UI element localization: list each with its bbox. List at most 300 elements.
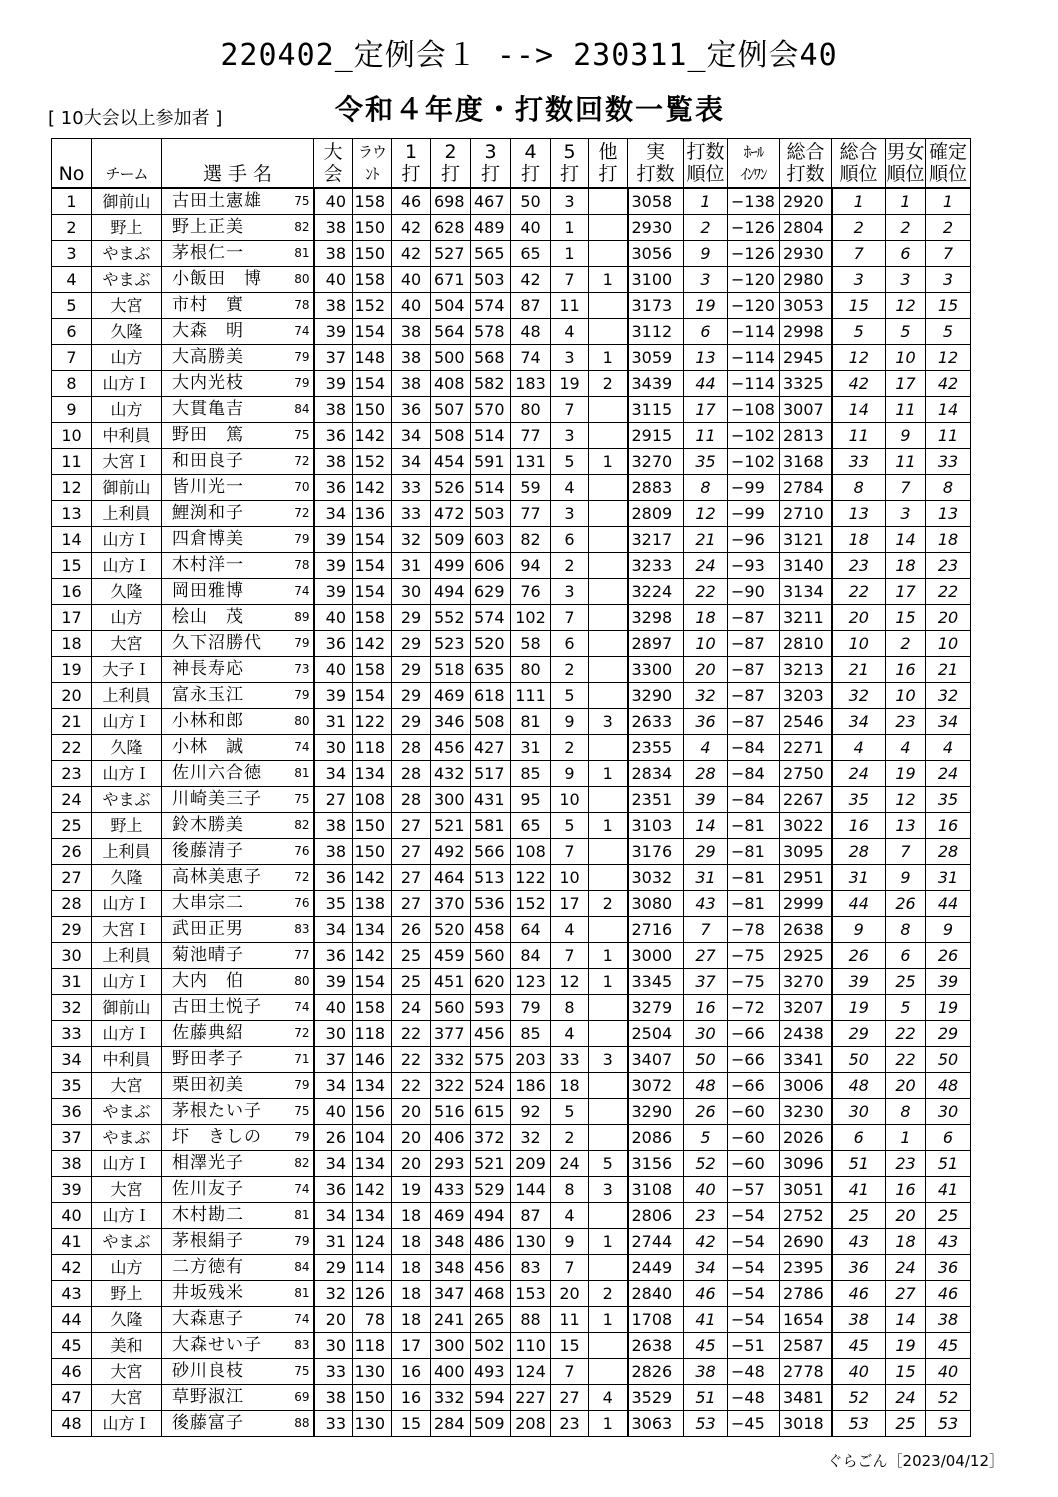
final-rank: 24 — [926, 761, 971, 787]
taikai-count: 33 — [314, 1411, 353, 1437]
total-strokes: 3096 — [780, 1151, 832, 1177]
final-rank: 3 — [926, 267, 971, 293]
round-count: 148 — [353, 345, 392, 371]
strokes-other: 1 — [589, 1229, 628, 1255]
team-cell: やまぶ — [92, 1125, 162, 1151]
strokes-5: 4 — [551, 1021, 589, 1047]
total-strokes: 2752 — [780, 1203, 832, 1229]
strokes-5: 4 — [551, 475, 589, 501]
total-rank: 26 — [832, 943, 886, 969]
strokes-2: 523 — [431, 631, 471, 657]
actual-rank: 41 — [684, 1307, 728, 1333]
total-strokes: 3006 — [780, 1073, 832, 1099]
total-rank: 36 — [832, 1255, 886, 1281]
player-name: 神長寿応 — [162, 657, 284, 683]
taikai-count: 40 — [314, 605, 353, 631]
hole-in-one: −66 — [728, 1073, 780, 1099]
sex-rank: 20 — [886, 1073, 926, 1099]
total-strokes: 2638 — [780, 917, 832, 943]
strokes-1: 28 — [392, 761, 431, 787]
total-strokes: 2810 — [780, 631, 832, 657]
strokes-5: 8 — [551, 995, 589, 1021]
player-age: 72 — [284, 865, 314, 891]
strokes-3: 536 — [471, 891, 511, 917]
strokes-5: 2 — [551, 735, 589, 761]
total-rank: 11 — [832, 423, 886, 449]
taikai-count: 39 — [314, 969, 353, 995]
sex-rank: 16 — [886, 657, 926, 683]
taikai-count: 36 — [314, 1177, 353, 1203]
strokes-1: 32 — [392, 527, 431, 553]
final-rank: 48 — [926, 1073, 971, 1099]
round-count: 150 — [353, 813, 392, 839]
table-row — [52, 215, 971, 241]
strokes-3: 521 — [471, 1151, 511, 1177]
taikai-count: 36 — [314, 865, 353, 891]
hole-in-one: −102 — [728, 449, 780, 475]
strokes-3: 578 — [471, 319, 511, 345]
final-rank: 50 — [926, 1047, 971, 1073]
round-count: 142 — [353, 865, 392, 891]
strokes-3: 520 — [471, 631, 511, 657]
strokes-4: 32 — [511, 1125, 551, 1151]
strokes-3: 467 — [471, 188, 511, 215]
taikai-count: 34 — [314, 917, 353, 943]
strokes-5: 9 — [551, 1229, 589, 1255]
total-strokes: 3270 — [780, 969, 832, 995]
strokes-2: 564 — [431, 319, 471, 345]
hole-in-one: −126 — [728, 241, 780, 267]
strokes-other: 4 — [589, 1385, 628, 1411]
document-title: 220402_定例会１ --> 230311_定例会40 — [220, 38, 838, 73]
round-count: 142 — [353, 423, 392, 449]
strokes-3: 581 — [471, 813, 511, 839]
taikai-count: 39 — [314, 683, 353, 709]
strokes-5: 9 — [551, 709, 589, 735]
strokes-2: 347 — [431, 1281, 471, 1307]
round-count: 154 — [353, 969, 392, 995]
player-name: 小林和郎 — [162, 709, 284, 735]
strokes-other: 1 — [589, 1307, 628, 1333]
strokes-1: 25 — [392, 969, 431, 995]
strokes-2: 348 — [431, 1255, 471, 1281]
hole-in-one: −72 — [728, 995, 780, 1021]
table-row — [52, 657, 971, 683]
strokes-other: 1 — [589, 345, 628, 371]
strokes-5: 3 — [551, 345, 589, 371]
hole-in-one: −87 — [728, 709, 780, 735]
strokes-2: 504 — [431, 293, 471, 319]
total-rank: 29 — [832, 1021, 886, 1047]
taikai-count: 33 — [314, 1359, 353, 1385]
hole-in-one: −51 — [728, 1333, 780, 1359]
round-count: 152 — [353, 449, 392, 475]
header-totalrank: 総合 — [832, 139, 886, 164]
team-cell: 山方Ｉ — [92, 1021, 162, 1047]
total-rank: 18 — [832, 527, 886, 553]
hole-in-one: −87 — [728, 605, 780, 631]
strokes-other — [589, 865, 628, 891]
actual-rank: 4 — [684, 735, 728, 761]
strokes-1: 18 — [392, 1255, 431, 1281]
sex-rank: 4 — [886, 735, 926, 761]
player-age: 74 — [284, 1307, 314, 1333]
team-cell: 野上 — [92, 1281, 162, 1307]
sex-rank: 19 — [886, 1333, 926, 1359]
table-row — [52, 1073, 971, 1099]
player-name: 四倉博美 — [162, 527, 284, 553]
strokes-1: 17 — [392, 1333, 431, 1359]
hole-in-one: −114 — [728, 371, 780, 397]
round-count: 114 — [353, 1255, 392, 1281]
final-rank: 1 — [926, 188, 971, 215]
final-rank: 46 — [926, 1281, 971, 1307]
strokes-4: 31 — [511, 735, 551, 761]
header-team-top — [92, 139, 162, 164]
strokes-4: 80 — [511, 397, 551, 423]
round-count: 154 — [353, 553, 392, 579]
strokes-4: 144 — [511, 1177, 551, 1203]
total-strokes: 2920 — [780, 188, 832, 215]
round-count: 126 — [353, 1281, 392, 1307]
strokes-4: 131 — [511, 449, 551, 475]
total-strokes: 2804 — [780, 215, 832, 241]
total-rank: 30 — [832, 1099, 886, 1125]
hole-in-one: −75 — [728, 943, 780, 969]
strokes-3: 372 — [471, 1125, 511, 1151]
header-total: 総合 — [780, 139, 832, 164]
team-cell: 山方 — [92, 397, 162, 423]
actual-strokes: 3112 — [628, 319, 684, 345]
strokes-3: 615 — [471, 1099, 511, 1125]
actual-strokes: 3000 — [628, 943, 684, 969]
actual-strokes: 2840 — [628, 1281, 684, 1307]
total-strokes: 2438 — [780, 1021, 832, 1047]
strokes-1: 29 — [392, 605, 431, 631]
total-strokes: 3121 — [780, 527, 832, 553]
actual-rank: 11 — [684, 423, 728, 449]
table-body — [52, 188, 971, 1437]
player-age: 81 — [284, 1281, 314, 1307]
taikai-count: 36 — [314, 475, 353, 501]
strokes-1: 34 — [392, 449, 431, 475]
table-row — [52, 839, 971, 865]
sex-rank: 26 — [886, 891, 926, 917]
round-count: 134 — [353, 917, 392, 943]
actual-rank: 26 — [684, 1099, 728, 1125]
final-rank: 8 — [926, 475, 971, 501]
table-row — [52, 1125, 971, 1151]
strokes-3: 456 — [471, 1255, 511, 1281]
strokes-4: 80 — [511, 657, 551, 683]
row-no: 42 — [52, 1255, 92, 1281]
row-no: 38 — [52, 1151, 92, 1177]
total-strokes: 2786 — [780, 1281, 832, 1307]
actual-strokes: 3108 — [628, 1177, 684, 1203]
total-strokes: 3051 — [780, 1177, 832, 1203]
header-holein-2: ｲﾝﾜﾝ — [728, 163, 780, 188]
table-row — [52, 969, 971, 995]
sex-rank: 9 — [886, 423, 926, 449]
actual-strokes: 3290 — [628, 1099, 684, 1125]
strokes-other: 1 — [589, 761, 628, 787]
player-age: 82 — [284, 813, 314, 839]
strokes-other — [589, 293, 628, 319]
header-sexrank-2: 順位 — [886, 163, 926, 188]
actual-strokes: 2351 — [628, 787, 684, 813]
strokes-3: 502 — [471, 1333, 511, 1359]
actual-rank: 37 — [684, 969, 728, 995]
strokes-5: 7 — [551, 839, 589, 865]
sex-rank: 16 — [886, 1177, 926, 1203]
row-no: 10 — [52, 423, 92, 449]
player-name: 二方徳有 — [162, 1255, 284, 1281]
player-name: 川崎美三子 — [162, 787, 284, 813]
hole-in-one: −66 — [728, 1047, 780, 1073]
final-rank: 40 — [926, 1359, 971, 1385]
player-age: 80 — [284, 969, 314, 995]
actual-strokes: 3439 — [628, 371, 684, 397]
hole-in-one: −87 — [728, 657, 780, 683]
row-no: 27 — [52, 865, 92, 891]
taikai-count: 40 — [314, 995, 353, 1021]
actual-rank: 48 — [684, 1073, 728, 1099]
strokes-3: 629 — [471, 579, 511, 605]
header-finalrank-2: 順位 — [926, 163, 971, 188]
table-row — [52, 891, 971, 917]
strokes-1: 24 — [392, 995, 431, 1021]
strokes-3: 486 — [471, 1229, 511, 1255]
strokes-4: 58 — [511, 631, 551, 657]
strokes-2: 346 — [431, 709, 471, 735]
taikai-count: 29 — [314, 1255, 353, 1281]
team-cell: 大宮Ｉ — [92, 917, 162, 943]
hole-in-one: −78 — [728, 917, 780, 943]
final-rank: 30 — [926, 1099, 971, 1125]
player-age: 75 — [284, 423, 314, 449]
player-age: 78 — [284, 553, 314, 579]
team-cell: 野上 — [92, 813, 162, 839]
row-no: 4 — [52, 267, 92, 293]
actual-rank: 2 — [684, 215, 728, 241]
taikai-count: 36 — [314, 943, 353, 969]
table-row — [52, 475, 971, 501]
table-row — [52, 735, 971, 761]
hole-in-one: −54 — [728, 1281, 780, 1307]
player-name: 小林 誠 — [162, 735, 284, 761]
sex-rank: 13 — [886, 813, 926, 839]
player-age: 81 — [284, 1203, 314, 1229]
hole-in-one: −60 — [728, 1125, 780, 1151]
table-row — [52, 1229, 971, 1255]
total-strokes: 3140 — [780, 553, 832, 579]
strokes-3: 620 — [471, 969, 511, 995]
table-row — [52, 1099, 971, 1125]
row-no: 45 — [52, 1333, 92, 1359]
team-cell: 上利員 — [92, 839, 162, 865]
final-rank: 29 — [926, 1021, 971, 1047]
taikai-count: 39 — [314, 553, 353, 579]
total-rank: 39 — [832, 969, 886, 995]
team-cell: 久隆 — [92, 865, 162, 891]
row-no: 15 — [52, 553, 92, 579]
actual-strokes: 2826 — [628, 1359, 684, 1385]
header-d5: 5 — [551, 139, 589, 164]
player-age: 77 — [284, 943, 314, 969]
row-no: 22 — [52, 735, 92, 761]
sex-rank: 5 — [886, 319, 926, 345]
total-rank: 53 — [832, 1411, 886, 1437]
strokes-other — [589, 423, 628, 449]
round-count: 154 — [353, 371, 392, 397]
strokes-5: 7 — [551, 943, 589, 969]
strokes-2: 521 — [431, 813, 471, 839]
actual-strokes: 2806 — [628, 1203, 684, 1229]
strokes-5: 11 — [551, 1307, 589, 1333]
sex-rank: 25 — [886, 1411, 926, 1437]
strokes-5: 3 — [551, 579, 589, 605]
table-row — [52, 1047, 971, 1073]
player-age: 82 — [284, 1151, 314, 1177]
total-rank: 7 — [832, 241, 886, 267]
sex-rank: 20 — [886, 1203, 926, 1229]
row-no: 26 — [52, 839, 92, 865]
total-rank: 20 — [832, 605, 886, 631]
row-no: 39 — [52, 1177, 92, 1203]
round-count: 158 — [353, 657, 392, 683]
final-rank: 22 — [926, 579, 971, 605]
actual-strokes: 3176 — [628, 839, 684, 865]
strokes-3: 618 — [471, 683, 511, 709]
round-count: 118 — [353, 1021, 392, 1047]
actual-rank: 39 — [684, 787, 728, 813]
actual-rank: 10 — [684, 631, 728, 657]
strokes-other — [589, 1359, 628, 1385]
row-no: 18 — [52, 631, 92, 657]
team-cell: 久隆 — [92, 1307, 162, 1333]
strokes-1: 26 — [392, 917, 431, 943]
strokes-other — [589, 1203, 628, 1229]
player-age: 75 — [284, 787, 314, 813]
total-rank: 42 — [832, 371, 886, 397]
actual-rank: 3 — [684, 267, 728, 293]
taikai-count: 38 — [314, 839, 353, 865]
strokes-2: 433 — [431, 1177, 471, 1203]
table-row — [52, 345, 971, 371]
strokes-5: 10 — [551, 787, 589, 813]
round-count: 130 — [353, 1359, 392, 1385]
player-age: 89 — [284, 605, 314, 631]
strokes-3: 517 — [471, 761, 511, 787]
total-rank: 43 — [832, 1229, 886, 1255]
strokes-4: 84 — [511, 943, 551, 969]
final-rank: 31 — [926, 865, 971, 891]
taikai-count: 38 — [314, 1385, 353, 1411]
final-rank: 51 — [926, 1151, 971, 1177]
table-row — [52, 319, 971, 345]
team-cell: 山方Ｉ — [92, 891, 162, 917]
player-age: 80 — [284, 267, 314, 293]
player-age: 74 — [284, 579, 314, 605]
total-rank: 9 — [832, 917, 886, 943]
total-strokes: 2546 — [780, 709, 832, 735]
strokes-1: 28 — [392, 787, 431, 813]
final-rank: 53 — [926, 1411, 971, 1437]
header-taikai-2: 会 — [314, 163, 353, 188]
strokes-2: 472 — [431, 501, 471, 527]
table-row — [52, 527, 971, 553]
final-rank: 41 — [926, 1177, 971, 1203]
strokes-other — [589, 188, 628, 215]
strokes-4: 124 — [511, 1359, 551, 1385]
player-name: 大内光枝 — [162, 371, 284, 397]
strokes-5: 11 — [551, 293, 589, 319]
total-strokes: 2267 — [780, 787, 832, 813]
hole-in-one: −48 — [728, 1359, 780, 1385]
strokes-4: 183 — [511, 371, 551, 397]
actual-rank: 1 — [684, 188, 728, 215]
final-rank: 6 — [926, 1125, 971, 1151]
table-row — [52, 449, 971, 475]
row-no: 37 — [52, 1125, 92, 1151]
total-strokes: 1654 — [780, 1307, 832, 1333]
final-rank: 28 — [926, 839, 971, 865]
strokes-1: 29 — [392, 683, 431, 709]
actual-strokes: 2915 — [628, 423, 684, 449]
sex-rank: 9 — [886, 865, 926, 891]
taikai-count: 40 — [314, 657, 353, 683]
strokes-5: 4 — [551, 319, 589, 345]
strokes-5: 17 — [551, 891, 589, 917]
round-count: 150 — [353, 241, 392, 267]
strokes-1: 42 — [392, 215, 431, 241]
actual-strokes: 3072 — [628, 1073, 684, 1099]
strokes-1: 38 — [392, 345, 431, 371]
player-age: 81 — [284, 241, 314, 267]
team-cell: 中利員 — [92, 423, 162, 449]
strokes-2: 492 — [431, 839, 471, 865]
taikai-count: 30 — [314, 1021, 353, 1047]
row-no: 14 — [52, 527, 92, 553]
row-no: 11 — [52, 449, 92, 475]
strokes-4: 203 — [511, 1047, 551, 1073]
taikai-count: 38 — [314, 293, 353, 319]
row-no: 34 — [52, 1047, 92, 1073]
team-cell: 山方Ｉ — [92, 709, 162, 735]
row-no: 9 — [52, 397, 92, 423]
strokes-4: 65 — [511, 813, 551, 839]
taikai-count: 39 — [314, 579, 353, 605]
actual-rank: 13 — [684, 345, 728, 371]
header-total-2: 打数 — [780, 163, 832, 188]
player-name: 野上正美 — [162, 215, 284, 241]
total-rank: 48 — [832, 1073, 886, 1099]
total-rank: 1 — [832, 188, 886, 215]
table-row — [52, 188, 971, 215]
header-jitsu: 実 — [628, 139, 684, 164]
round-count: 142 — [353, 475, 392, 501]
hole-in-one: −84 — [728, 761, 780, 787]
taikai-count: 39 — [314, 371, 353, 397]
player-age: 79 — [284, 527, 314, 553]
table-row — [52, 865, 971, 891]
actual-strokes: 3156 — [628, 1151, 684, 1177]
team-cell: 上利員 — [92, 683, 162, 709]
final-rank: 36 — [926, 1255, 971, 1281]
final-rank: 4 — [926, 735, 971, 761]
strokes-1: 27 — [392, 865, 431, 891]
sex-rank: 7 — [886, 475, 926, 501]
